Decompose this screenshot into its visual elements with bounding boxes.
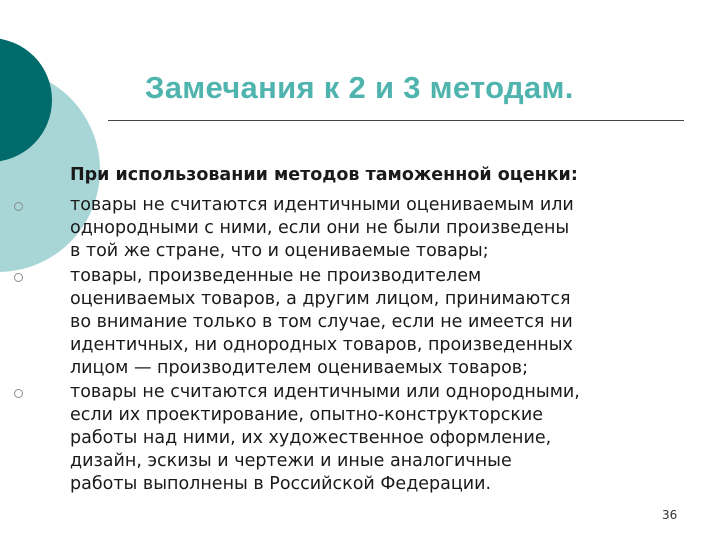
bullet-line: в той же стране, что и оцениваемые товары; bbox=[70, 241, 489, 261]
intro-heading: При использовании методов таможенной оценки: bbox=[70, 165, 578, 185]
bullet-line: во внимание только в том случае, если не имеется ни bbox=[70, 312, 573, 332]
bullet-line: однородными с ними, если они не были произведены bbox=[70, 218, 570, 238]
bullet-item bbox=[70, 265, 700, 380]
bullet-line: товары, произведенные не производителем bbox=[70, 266, 482, 286]
bullet-circle-icon bbox=[14, 389, 23, 398]
bullet-line: идентичных, ни однородных товаров, произведенных bbox=[70, 335, 573, 355]
bullet-circle-icon bbox=[14, 202, 23, 211]
bullet-item bbox=[70, 194, 700, 263]
bullet-line: товары не считаются идентичными или однородными, bbox=[70, 382, 580, 402]
title-divider bbox=[108, 120, 684, 121]
bullet-line: работы над ними, их художественное оформление, bbox=[70, 428, 552, 448]
bullet-line: оцениваемых товаров, а другим лицом, принимаются bbox=[70, 289, 571, 309]
bullet-line: лицом — производителем оцениваемых товаров; bbox=[70, 358, 529, 378]
bullet-line: работы выполнены в Российской Федерации. bbox=[70, 474, 492, 494]
bullet-item bbox=[70, 381, 700, 496]
page-number: 36 bbox=[662, 508, 678, 522]
bullet-line: товары не считаются идентичными оцениваемым или bbox=[70, 195, 574, 215]
bullet-circle-icon bbox=[14, 273, 23, 282]
bullet-line: дизайн, эскизы и чертежи и иные аналогичные bbox=[70, 451, 512, 471]
slide-title: Замечания к 2 и 3 методам. bbox=[145, 70, 574, 105]
bullet-line: если их проектирование, опытно-конструкторские bbox=[70, 405, 544, 425]
